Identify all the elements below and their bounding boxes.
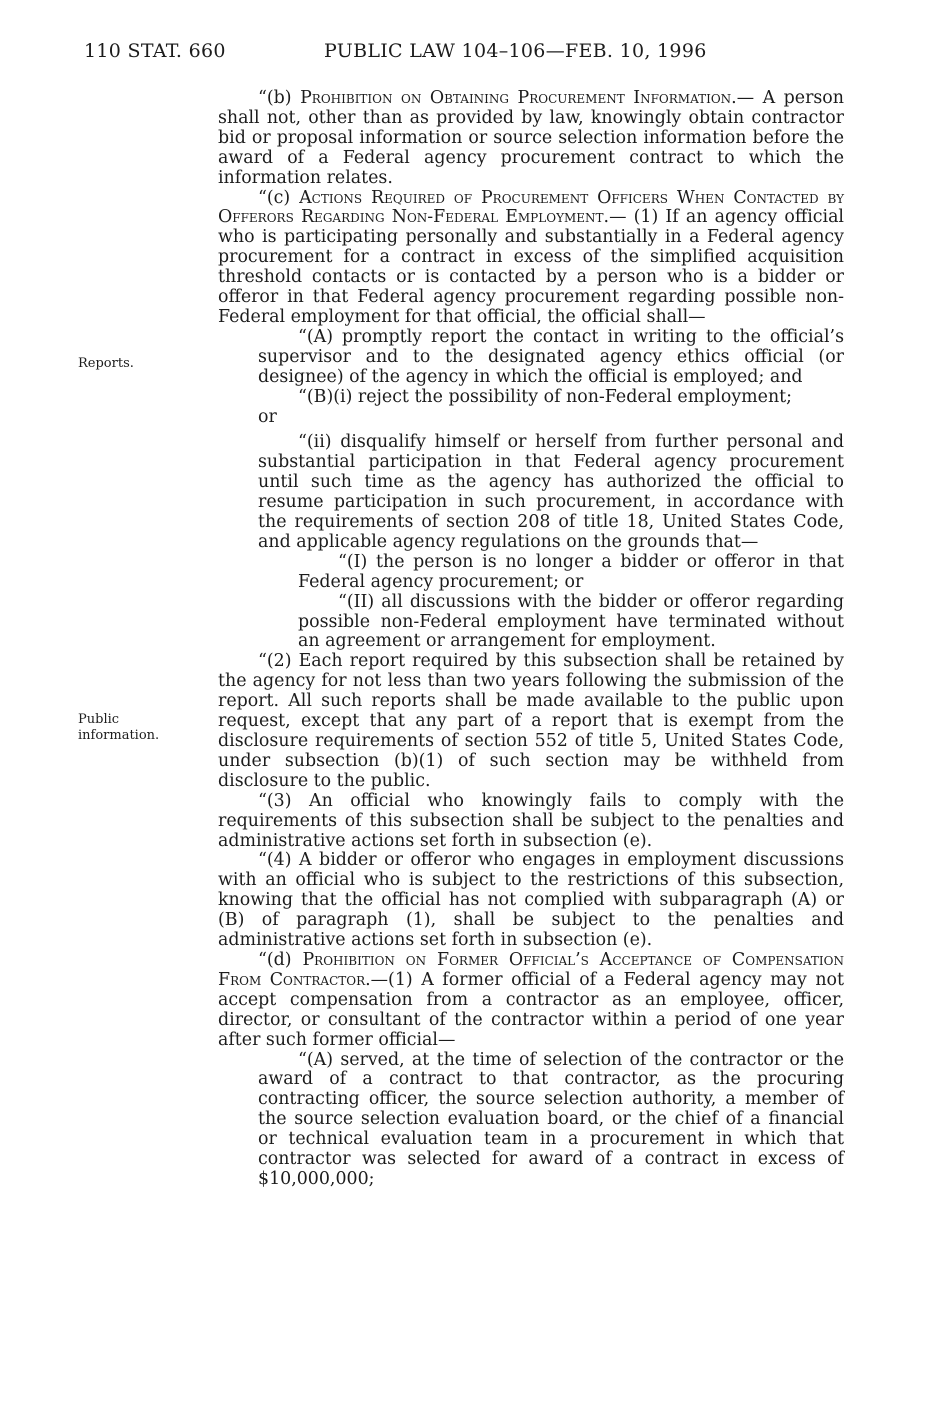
- paragraph-d: “(d) Prohibition on Former Official’s Acceptance of Compensation From Contractor.—(1) A former official of a Federal agency may not accept compensation from a contractor as an employee, officer, director, or consultant of the contractor within a period of one year after such former official—: [218, 949, 844, 1050]
- paragraph-c1BI: “(I) the person is no longer a bidder or offeror in that Federal agency procurement; or: [298, 551, 844, 592]
- heading-b: Prohibition on Obtaining Procurement Information: [300, 88, 732, 108]
- or-connector: or: [258, 406, 277, 427]
- paragraph-c2: “(2) Each report required by this subsection shall be retained by the agency for not less than two years following the submission of the report. All such reports shall be made available to the public upon request, except that any part of a report that is exempt from the disclosure requirements of section 552 of title 5, United States Code, under subsection (b)(1) of such section may be withheld from disclosure to the public.: [218, 651, 844, 791]
- public-law-title: PUBLIC LAW 104–106—FEB. 10, 1996: [324, 40, 707, 62]
- paragraph-b: “(b) Prohibition on Obtaining Procurement Information.— A person shall not, other than as provided by law, knowingly obtain contractor bid or proposal information or source selection information before the award of a Federal agency procurement contract to which the information relates.: [218, 88, 844, 188]
- paragraph-c3: “(3) An official who knowingly fails to comply with the requirements of this subsection shall be subject to the penalties and administrative actions set forth in subsection (e).: [218, 790, 844, 851]
- law-body: [218, 89, 844, 1190]
- heading-d: Prohibition on Former Official’s Acceptance of Compensation From Contractor: [218, 949, 844, 990]
- paragraph-c1Bi: “(B)(i) reject the possibility of non-Federal employment;: [298, 386, 793, 407]
- margin-note-reports: Reports.: [78, 356, 134, 371]
- paragraph-c1Bii: “(ii) disqualify himself or herself from further personal and substantial participation in that Federal agency procurement until such time as the agency has authorized the official to resume participation in such procurement, in accordance with the requirements of section 208 of title 18, United States Code, and applicable agency regulations on the grounds that—: [258, 432, 844, 552]
- heading-c: Actions Required of Procurement Officers When Contacted by Offerors Regarding Non-Federal Employment: [218, 187, 844, 228]
- paragraph-c1BII: “(II) all discussions with the bidder or offeror regarding possible non-Federal employment have terminated without an agreement or arrangement for employment.: [298, 591, 844, 652]
- paragraph-c: “(c) Actions Required of Procurement Officers When Contacted by Offerors Regarding Non-Federal Employment.— (1) If an agency official who is participating personally and substantially in a Federal agency procurement for a contract in excess of the simplified acquisition threshold contacts or is contacted by a person who is a bidder or offeror in that Federal agency procurement regarding possible non-Federal employment for that official, the official shall—: [218, 187, 844, 327]
- paragraph-c4: “(4) A bidder or offeror who engages in employment discussions with an official who is subject to the restrictions of this subsection, knowing that the official has not complied with subparagraph (A) or (B) of paragraph (1), shall be subject to the penalties and administrative actions set forth in subsection (e).: [218, 850, 844, 951]
- paragraph-d1A: “(A) served, at the time of selection of the contractor or the award of a contract to that contractor, as the procuring contracting officer, the source selection authority, a member of the source selection evaluation board, or the chief of a financial or technical evaluation team in a procurement in which that contractor was selected for award of a contract in excess of $10,000,000;: [258, 1049, 844, 1189]
- margin-note-public-information: Public information.: [78, 712, 160, 743]
- page-header: [84, 40, 844, 70]
- paragraph-c1A: “(A) promptly report the contact in writing to the official’s supervisor and to the designated agency ethics official (or designee) of the agency in which the official is employed; and: [258, 326, 844, 387]
- statute-page-number: 110 STAT. 660: [84, 40, 226, 62]
